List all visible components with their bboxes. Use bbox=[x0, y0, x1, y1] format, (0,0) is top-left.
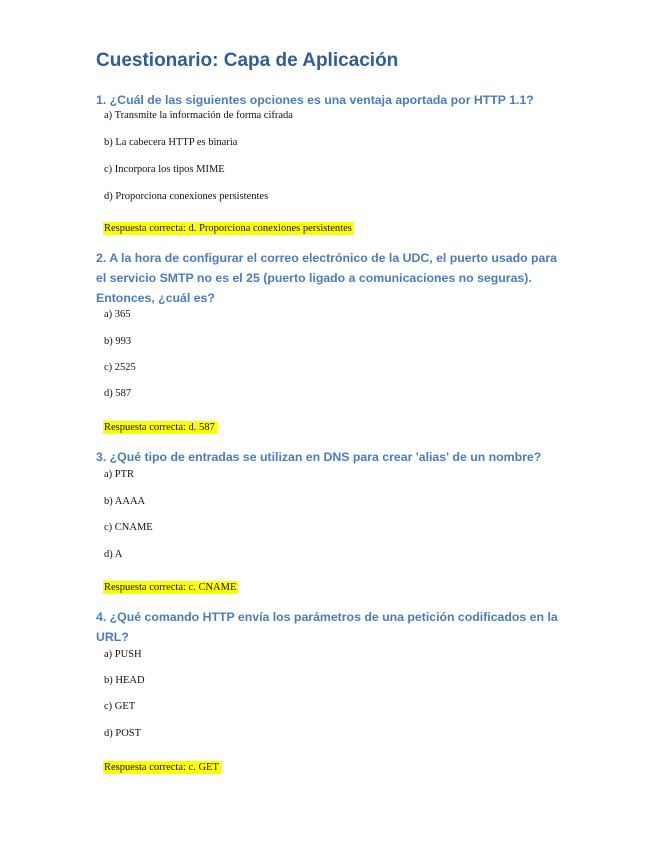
question-3: 3. ¿Qué tipo de entradas se utilizan en DNS para crear 'alias' de un nombre? bbox=[96, 450, 542, 464]
question-3-option-b: b) AAAA bbox=[104, 496, 146, 507]
question-2-option-c: c) 2525 bbox=[104, 362, 136, 373]
question-1: 1. ¿Cuál de las siguientes opciones es una ventaja aportada por HTTP 1.1? bbox=[96, 93, 534, 107]
question-4-option-a: a) PUSH bbox=[104, 649, 142, 660]
question-4-option-b: b) HEAD bbox=[104, 675, 145, 686]
question-4-option-d: d) POST bbox=[104, 728, 142, 739]
question-3-option-d: d) A bbox=[104, 549, 123, 560]
question-2: 2. A la hora de configurar el correo electrónico de la UDC, el puerto usado para el servicio SMTP no es el 25 (puerto ligado a comunicaciones no seguras). Entonces, ¿cuál es? bbox=[96, 251, 558, 305]
question-1-option-a: a) Transmite la información de forma cifrada bbox=[104, 110, 293, 121]
question-3-option-a: a) PTR bbox=[104, 469, 135, 480]
question-1-option-c: c) Incorpora los tipos MIME bbox=[104, 164, 225, 175]
question-3-answer: Respuesta correcta: c. CNAME bbox=[104, 582, 237, 593]
question-1-option-b: b) La cabecera HTTP es binaria bbox=[104, 137, 238, 148]
question-1-answer: Respuesta correcta: d. Proporciona conexiones persistentes bbox=[104, 223, 352, 234]
question-1-option-d: d) Proporciona conexiones persistentes bbox=[104, 191, 269, 202]
page-title: Cuestionario: Capa de Aplicación bbox=[96, 50, 399, 71]
question-2-option-a: a) 365 bbox=[104, 309, 131, 320]
question-2-answer: Respuesta correcta: d. 587 bbox=[104, 422, 215, 433]
question-3-option-c: c) CNAME bbox=[104, 522, 153, 533]
question-4-option-c: c) GET bbox=[104, 701, 136, 712]
question-2-option-b: b) 993 bbox=[104, 336, 132, 347]
question-4-answer: Respuesta correcta: c. GET bbox=[104, 762, 219, 773]
question-2-option-d: d) 587 bbox=[104, 388, 132, 399]
question-4: 4. ¿Qué comando HTTP envía los parámetros de una petición codificados en la URL? bbox=[96, 610, 558, 644]
